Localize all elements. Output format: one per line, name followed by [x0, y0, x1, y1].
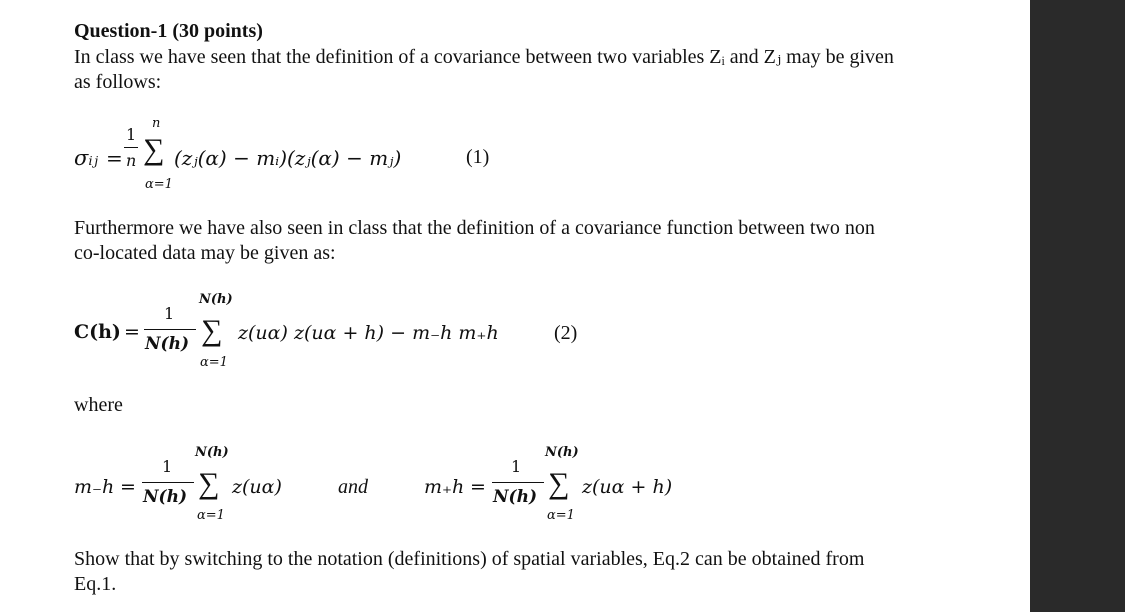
eq2-body: z(uα) z(uα + h) − m₋h m₊h [238, 322, 499, 344]
eq4-denominator: N(h) [493, 487, 537, 507]
furthermore-paragraph: Furthermore we have also seen in class that the definition of a covariance function between two non co-located data may be given as: [74, 217, 875, 264]
eq1-sum-symbol: ∑ [143, 133, 165, 166]
eq2-equals: = [124, 321, 140, 343]
eq1-denominator: n [126, 151, 137, 170]
question-title: Question-1 (30 points) [74, 20, 263, 42]
eq1-fraction-bar [124, 147, 138, 148]
eq4-fraction-bar [492, 482, 544, 483]
eq2-fraction-bar [144, 329, 196, 330]
dark-side-panel [1030, 0, 1125, 612]
eq1-number: (1) [466, 146, 490, 168]
eq2-lhs: C(h) [74, 321, 121, 343]
eq3-fraction-bar [142, 482, 194, 483]
eq3-sum-upper: N(h) [195, 445, 229, 460]
eq4-sum-upper: N(h) [545, 445, 579, 460]
eq1-body: (zⱼ(α) − mᵢ)(zⱼ(α) − mⱼ) [174, 146, 402, 170]
eq1-sum-lower: α=1 [145, 177, 173, 192]
eq1-equals: = [106, 146, 123, 170]
eq4-sum-lower: α=1 [547, 508, 575, 523]
eq2-sum-symbol: ∑ [201, 314, 223, 347]
eq3-numerator: 1 [162, 457, 173, 476]
eq2-denominator: N(h) [145, 334, 189, 354]
where-label: where [74, 394, 123, 416]
eq1-numerator: 1 [126, 125, 137, 144]
eq3-sum-symbol: ∑ [198, 467, 220, 500]
eq4-equals: = [470, 476, 486, 498]
eq3-equals: = [120, 476, 136, 498]
eq4-body: z(uα + h) [582, 476, 673, 498]
task-paragraph: Show that by switching to the notation (definitions) of spatial variables, Eq.2 can be obtained from Eq.1. [74, 548, 865, 595]
intro-paragraph: In class we have seen that the definition of a covariance between two variables Zᵢ and Zⱼ may be given as follows: [74, 46, 894, 93]
eq4-sum-symbol: ∑ [548, 467, 570, 500]
eq2-number: (2) [554, 322, 578, 344]
eq3-denominator: N(h) [143, 487, 187, 507]
eq4-numerator: 1 [511, 457, 522, 476]
eq2-sum-lower: α=1 [200, 355, 228, 370]
eq3-body: z(uα) [232, 476, 282, 498]
eq1-lhs: σᵢⱼ [74, 146, 99, 170]
eq3-lhs: m₋h [74, 476, 115, 498]
and-text: and [338, 476, 368, 498]
eq2-sum-upper: N(h) [199, 292, 233, 307]
eq4-lhs: m₊h [424, 476, 465, 498]
eq1-sum-upper: n [152, 116, 161, 131]
eq3-sum-lower: α=1 [197, 508, 225, 523]
eq2-numerator: 1 [164, 304, 175, 323]
